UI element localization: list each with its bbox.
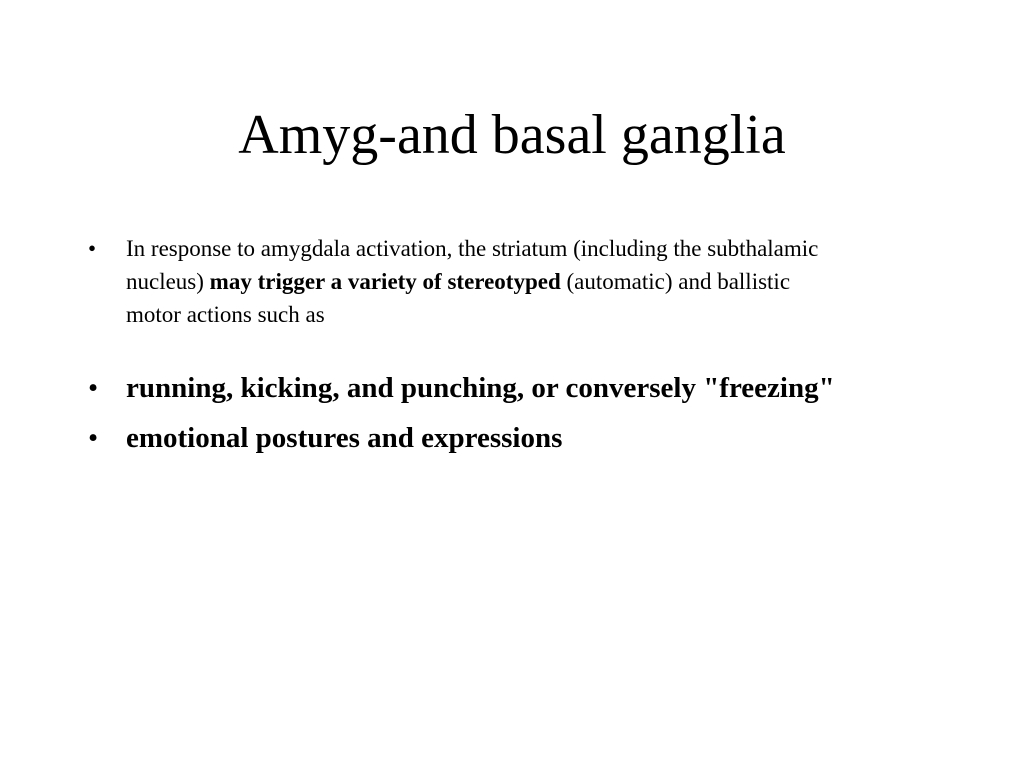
bullet-item-1 bbox=[88, 232, 848, 331]
bullet-1-text-end: (automatic) and ballistic motor actions such as bbox=[126, 269, 791, 327]
bullet-item-3 bbox=[88, 418, 848, 459]
bullet-dot: • bbox=[88, 372, 99, 404]
bullet-1-text-start: In response to amygdala activation, the striatum (including the subthalamic nucleus) bbox=[126, 236, 819, 294]
bullet-3-text: emotional postures and expressions bbox=[126, 422, 563, 454]
bullet-list bbox=[88, 232, 848, 459]
bullet-item-2 bbox=[88, 368, 848, 409]
bullet-1-bold-text: may trigger a variety of stereotyped bbox=[209, 269, 561, 294]
bullet-dot: • bbox=[88, 236, 97, 261]
bullet-2-text: running, kicking, and punching, or conversely "freezing" bbox=[126, 372, 835, 404]
bullet-dot: • bbox=[88, 422, 99, 454]
slide-title: Amyg-and basal ganglia bbox=[238, 104, 786, 166]
